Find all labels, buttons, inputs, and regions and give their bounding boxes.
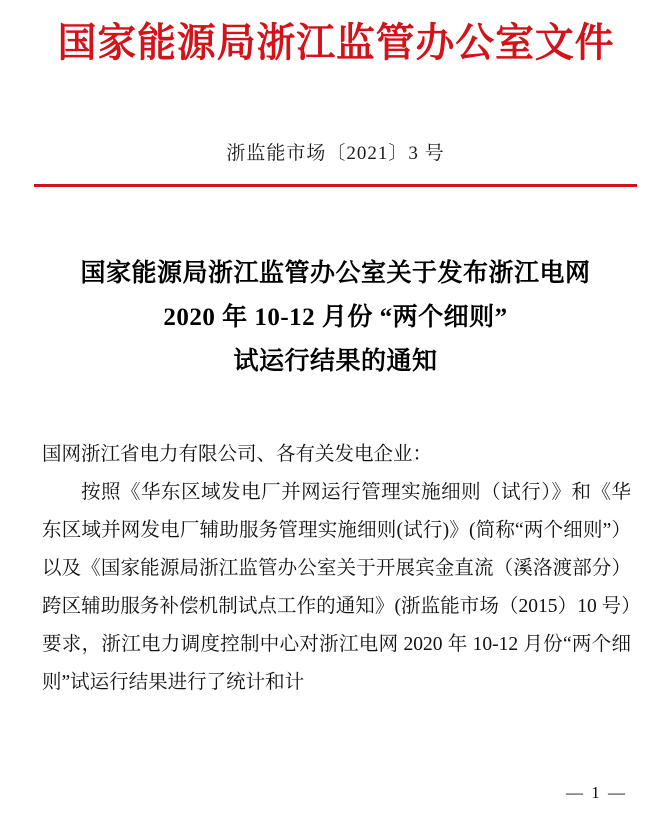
masthead-title: 国家能源局浙江监管办公室文件 bbox=[57, 20, 614, 65]
document-body bbox=[42, 436, 631, 702]
masthead bbox=[0, 18, 671, 68]
salutation: 国网浙江省电力有限公司、各有关发电企业： bbox=[42, 444, 433, 465]
page-title-line-2: 2020 年 10-12 月份 “两个细则” bbox=[163, 304, 508, 331]
document-number: 浙监能市场〔2021〕3 号 bbox=[226, 143, 445, 164]
page-title bbox=[46, 252, 625, 384]
page-number: — 1 — bbox=[566, 783, 627, 802]
page-title-line-1: 国家能源局浙江监管办公室关于发布浙江电网 bbox=[80, 260, 591, 287]
page-title-line-3: 试运行结果的通知 bbox=[233, 348, 438, 375]
body-paragraph-1: 按照《华东区域发电厂并网运行管理实施细则（试行）》和《华东区域并网发电厂辅助服务管理实施细则(试行)》(简称“两个细则”）以及《国家能源局浙江监管办公室关于开展宾金直流（溪洛渡部分）跨区辅助服务补偿机制试点工作的通知》(浙监能市场（2015）10 号）要求，浙江电力调度控制中心对浙江电网 2020 年 10-12 月份“两个细则”试运行结果进行了统计和计 bbox=[42, 482, 631, 693]
red-divider-rule bbox=[34, 184, 637, 187]
